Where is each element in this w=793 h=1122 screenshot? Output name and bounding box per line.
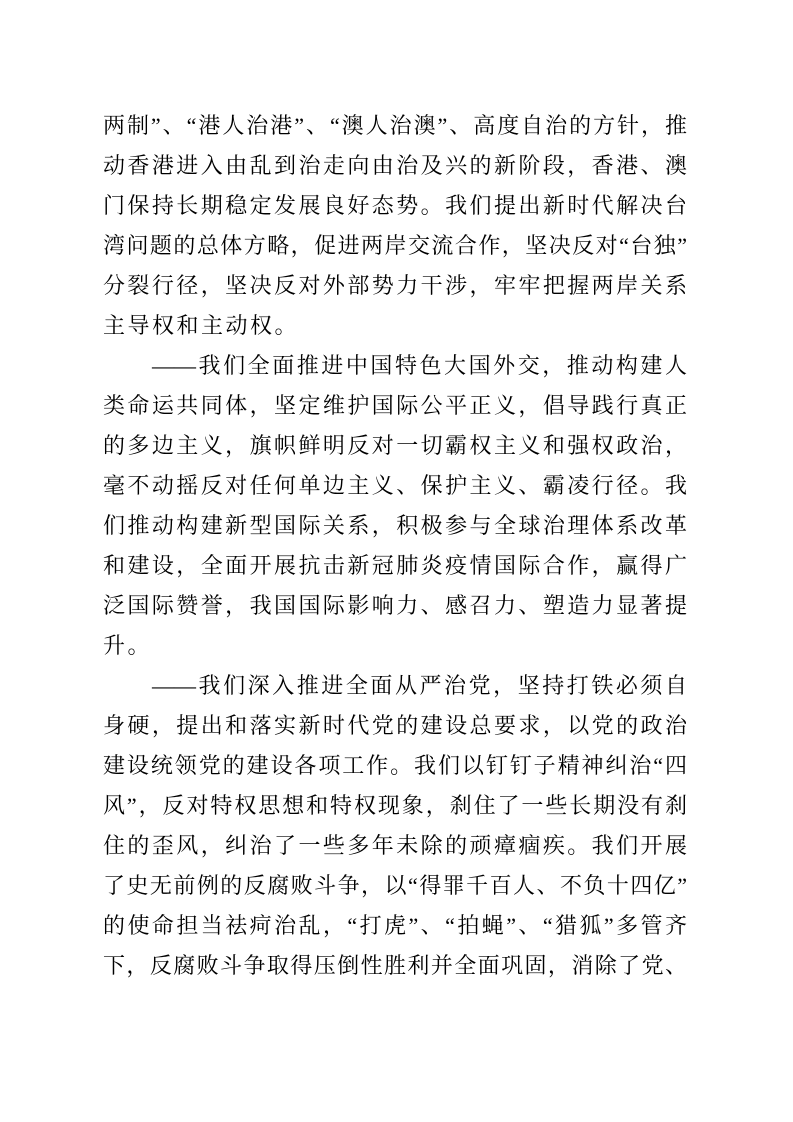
text-line: 了史无前例的反腐败斗争，以“得罪千百人、不负十四亿” bbox=[103, 873, 687, 898]
text-line: 身硬，提出和落实新时代党的建设总要求，以党的政治 bbox=[103, 713, 687, 738]
text-line: 下，反腐败斗争取得压倒性胜利并全面巩固，消除了党、 bbox=[103, 953, 687, 978]
text-line: 的多边主义，旗帜鲜明反对一切霸权主义和强权政治， bbox=[103, 433, 687, 458]
text-line: 湾问题的总体方略，促进两岸交流合作，坚决反对“台独” bbox=[103, 233, 687, 258]
text-line-paragraph-start: ——我们全面推进中国特色大国外交，推动构建人 bbox=[152, 353, 687, 378]
text-line: 的使命担当祛疴治乱，“打虎”、“拍蝇”、“猎狐”多管齐 bbox=[103, 913, 687, 938]
text-line-paragraph-end: 升。 bbox=[103, 633, 153, 658]
text-line: 建设统领党的建设各项工作。我们以钉钉子精神纠治“四 bbox=[103, 753, 687, 778]
text-line: 分裂行径，坚决反对外部势力干涉，牢牢把握两岸关系 bbox=[103, 273, 687, 298]
text-line: 动香港进入由乱到治走向由治及兴的新阶段，香港、澳 bbox=[103, 153, 687, 178]
text-line: 们推动构建新型国际关系，积极参与全球治理体系改革 bbox=[103, 513, 687, 538]
text-line: 两制”、“港人治港”、“澳人治澳”、高度自治的方针，推 bbox=[103, 113, 687, 138]
document-text-block bbox=[103, 106, 687, 986]
text-line-paragraph-end: 主导权和主动权。 bbox=[103, 313, 300, 338]
text-line: 门保持长期稳定发展良好态势。我们提出新时代解决台 bbox=[103, 193, 687, 218]
text-line: 和建设，全面开展抗击新冠肺炎疫情国际合作，赢得广 bbox=[103, 553, 687, 578]
text-line-paragraph-start: ——我们深入推进全面从严治党，坚持打铁必须自 bbox=[152, 673, 687, 698]
text-line: 毫不动摇反对任何单边主义、保护主义、霸凌行径。我 bbox=[103, 473, 687, 498]
text-line: 泛国际赞誉，我国国际影响力、感召力、塑造力显著提 bbox=[103, 593, 687, 618]
text-line: 风”，反对特权思想和特权现象，刹住了一些长期没有刹 bbox=[103, 793, 687, 818]
text-line: 类命运共同体，坚定维护国际公平正义，倡导践行真正 bbox=[103, 393, 687, 418]
text-line: 住的歪风，纠治了一些多年未除的顽瘴痼疾。我们开展 bbox=[103, 833, 687, 858]
